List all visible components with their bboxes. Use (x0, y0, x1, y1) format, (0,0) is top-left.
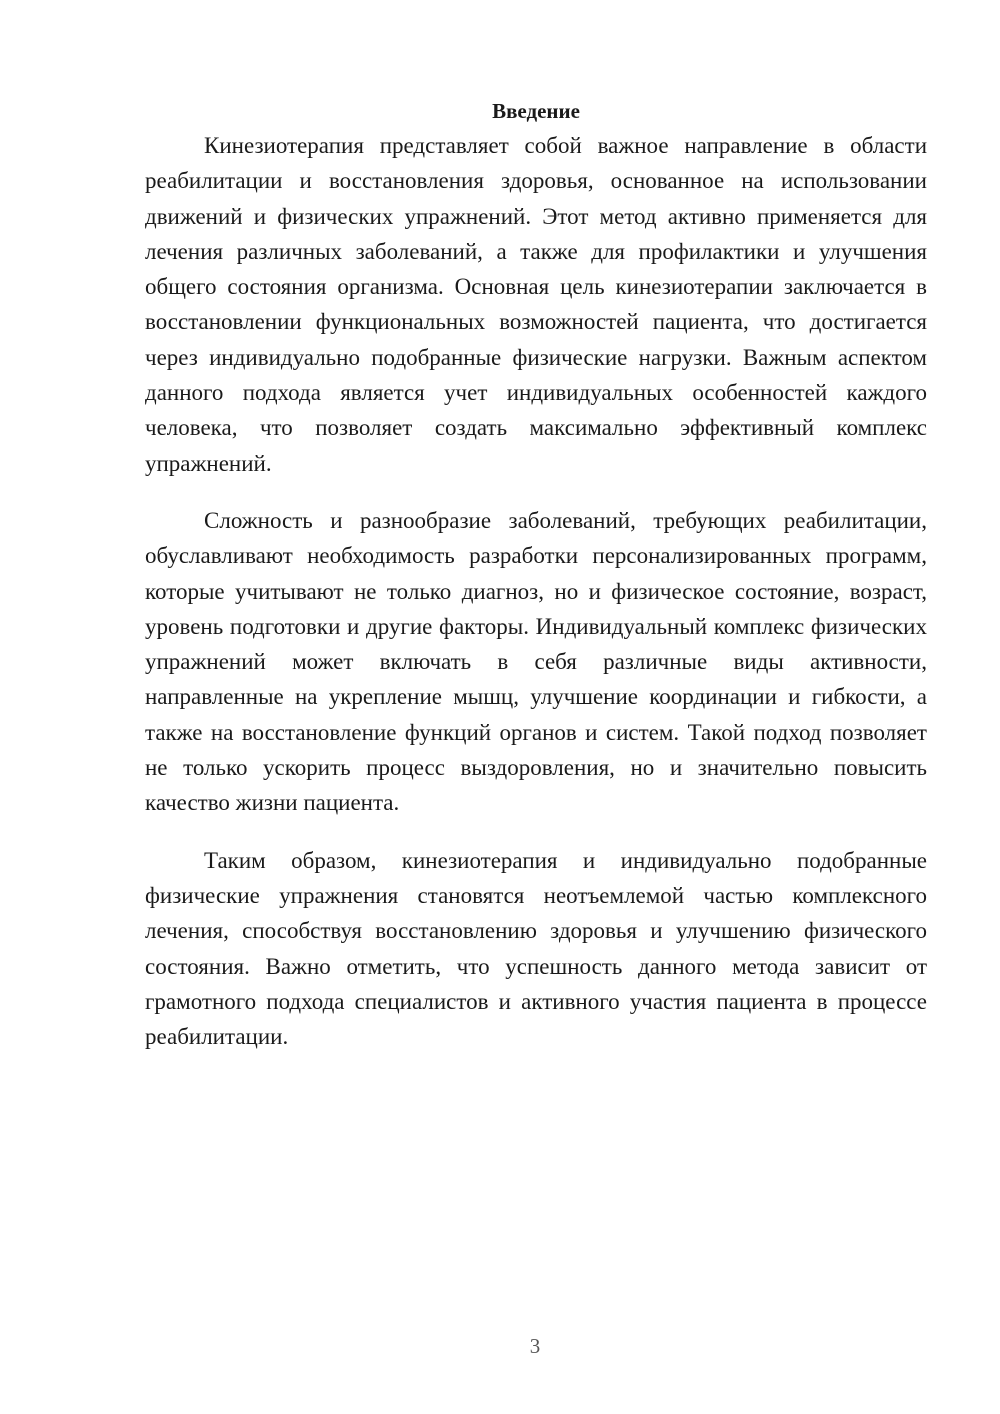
section-title: Введение (492, 99, 580, 123)
paragraph-2: Сложность и разнообразие заболеваний, требующих реабилитации, обуславливают необходимость разработки персонализированных программ, которые учитывают не только диагноз, но и физическое состояние, возраст, уровень подготовки и другие факторы. Индивидуальный комплекс физических упражнений может включать в себя различные виды активности, направленные на укрепление мышц, улучшение координации и гибкости, а также на восстановление функций органов и систем. Такой подход позволяет не только ускорить процесс выздоровления, но и значительно повысить качество жизни пациента. (145, 507, 927, 816)
page-number: 3 (529, 1334, 541, 1358)
paragraph-3: Таким образом, кинезиотерапия и индивидуально подобранные физические упражнения становятся неотъемлемой частью комплексного лечения, способствуя восстановлению здоровья и улучшению физического состояния. Важно отметить, что успешность данного метода зависит от грамотного подхода специалистов и активного участия пациента в процессе реабилитации. (145, 847, 927, 1050)
paragraph-1: Кинезиотерапия представляет собой важное направление в области реабилитации и восстановления здоровья, основанное на использовании движений и физических упражнений. Этот метод активно применяется для лечения различных заболеваний, а также для профилактики и улучшения общего состояния организма. Основная цель кинезиотерапии заключается в восстановлении функциональных возможностей пациента, что достигается через индивидуально подобранные физические нагрузки. Важным аспектом данного подхода является учет индивидуальных особенностей каждого человека, что позволяет создать максимально эффективный комплекс упражнений. (145, 133, 927, 476)
page-content (145, 95, 927, 1054)
